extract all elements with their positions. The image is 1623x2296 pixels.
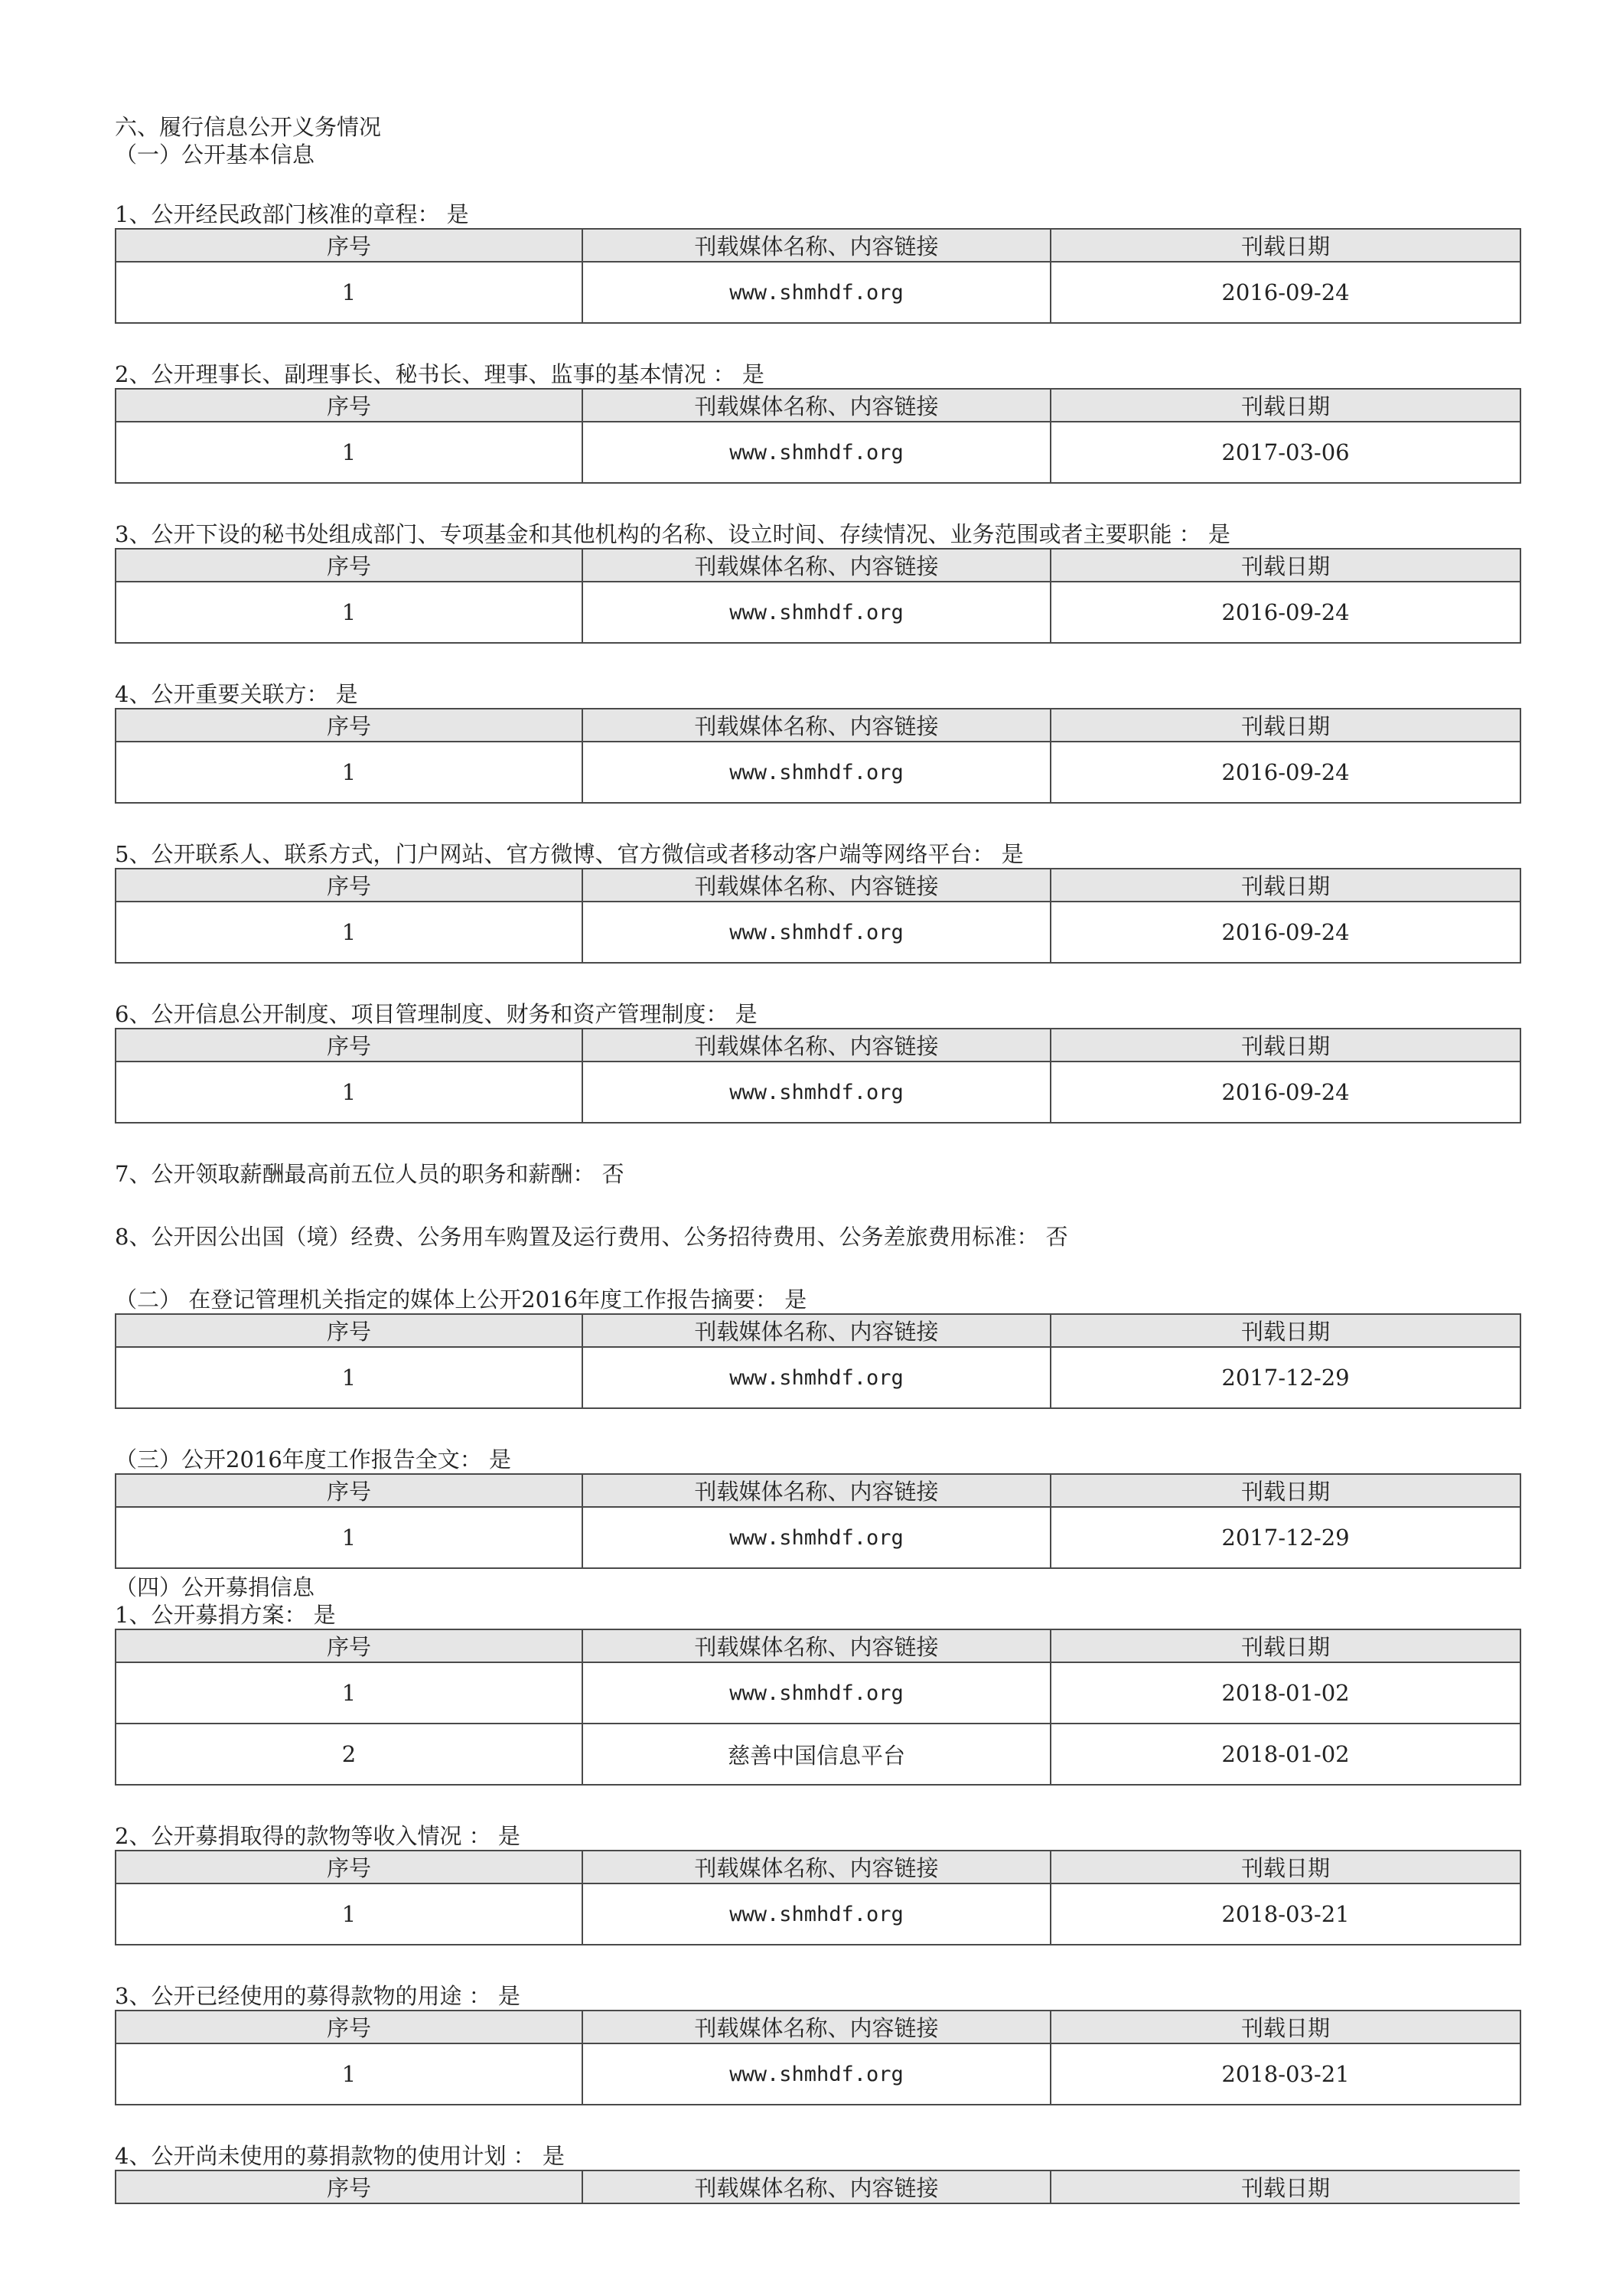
item-label: 4、公开重要关联方： 是 — [115, 681, 358, 707]
disclosure-table — [115, 388, 1521, 484]
table-row — [116, 1724, 1520, 1785]
header-index: 序号 — [116, 389, 582, 422]
table-header-row — [116, 2011, 1520, 2043]
cell-index: 1 — [116, 1883, 582, 1945]
header-index: 序号 — [116, 869, 582, 902]
cell-index: 1 — [116, 902, 582, 963]
cell-media: www.shmhdf.org — [582, 422, 1051, 483]
item-label: （三）公开2016年度工作报告全文： 是 — [115, 1446, 512, 1473]
table-wrap — [115, 548, 1520, 644]
header-index: 序号 — [116, 1029, 582, 1062]
cell-index: 1 — [116, 1062, 582, 1123]
table-header-row — [116, 1629, 1520, 1662]
header-date: 刊载日期 — [1051, 709, 1520, 742]
cell-date: 2017-12-29 — [1051, 1507, 1520, 1568]
header-index: 序号 — [116, 1851, 582, 1883]
table-wrap — [115, 388, 1520, 484]
table-wrap — [115, 1473, 1520, 1569]
header-index: 序号 — [116, 2011, 582, 2043]
table-wrap — [115, 2170, 1520, 2213]
cell-index: 1 — [116, 1507, 582, 1568]
cell-date: 2018-01-02 — [1051, 1724, 1520, 1785]
disclosure-table — [115, 868, 1521, 964]
table-row — [116, 2043, 1520, 2105]
item-label: 2、公开募捐取得的款物等收入情况 ： 是 — [115, 1823, 520, 1849]
table-wrap — [115, 228, 1520, 324]
item-label: 3、公开下设的秘书处组成部门、专项基金和其他机构的名称、设立时间、存续情况、业务范围或者主要职能 ： 是 — [115, 521, 1230, 547]
cell-date: 2016-09-24 — [1051, 902, 1520, 963]
header-date: 刊载日期 — [1051, 1314, 1520, 1347]
disclosure-table — [115, 1850, 1521, 1945]
header-media: 刊载媒体名称、内容链接 — [582, 1029, 1051, 1062]
cell-index: 1 — [116, 422, 582, 483]
item-7: 7、公开领取薪酬最高前五位人员的职务和薪酬： 否 — [115, 1161, 624, 1187]
cell-media: www.shmhdf.org — [582, 1347, 1051, 1408]
cell-media: www.shmhdf.org — [582, 2043, 1051, 2105]
cell-date: 2016-09-24 — [1051, 742, 1520, 803]
header-media: 刊载媒体名称、内容链接 — [582, 1851, 1051, 1883]
item-label: 2、公开理事长、副理事长、秘书长、理事、监事的基本情况 ： 是 — [115, 361, 764, 387]
cell-media: 慈善中国信息平台 — [582, 1724, 1051, 1785]
section-2 — [115, 1286, 1520, 1446]
table-row — [116, 582, 1520, 643]
header-media: 刊载媒体名称、内容链接 — [582, 389, 1051, 422]
header-date: 刊载日期 — [1051, 2170, 1520, 2203]
table-row — [116, 902, 1520, 963]
cell-date: 2018-01-02 — [1051, 1662, 1520, 1724]
disclosure-table — [115, 2170, 1520, 2204]
table-header-row — [116, 1029, 1520, 1062]
item-label: 4、公开尚未使用的募捐款物的使用计划 ： 是 — [115, 2143, 565, 2169]
header-date: 刊载日期 — [1051, 389, 1520, 422]
table-wrap — [115, 868, 1520, 964]
table-wrap — [115, 708, 1520, 804]
cell-media: www.shmhdf.org — [582, 582, 1051, 643]
header-date: 刊载日期 — [1051, 1851, 1520, 1883]
disclosure-table — [115, 228, 1521, 324]
disclosure-table — [115, 708, 1521, 804]
header-index: 序号 — [116, 1474, 582, 1507]
table-header-row — [116, 869, 1520, 902]
header-media: 刊载媒体名称、内容链接 — [582, 1474, 1051, 1507]
item-label: 3、公开已经使用的募得款物的用途 ： 是 — [115, 1983, 520, 2009]
table-wrap — [115, 1028, 1520, 1124]
table-header-row — [116, 389, 1520, 422]
cell-date: 2018-03-21 — [1051, 2043, 1520, 2105]
header-index: 序号 — [116, 229, 582, 262]
header-date: 刊载日期 — [1051, 1629, 1520, 1662]
header-index: 序号 — [116, 2170, 582, 2203]
disclosure-table — [115, 548, 1521, 644]
cell-date: 2017-03-06 — [1051, 422, 1520, 483]
item-8: 8、公开因公出国（境）经费、公务用车购置及运行费用、公务招待费用、公务差旅费用标准： 否 — [115, 1224, 1068, 1250]
table-wrap — [115, 1313, 1520, 1409]
cell-date: 2017-12-29 — [1051, 1347, 1520, 1408]
table-row — [116, 1883, 1520, 1945]
table-header-row — [116, 549, 1520, 582]
header-date: 刊载日期 — [1051, 2011, 1520, 2043]
cell-index: 1 — [116, 2043, 582, 2105]
table-header-row — [116, 229, 1520, 262]
header-index: 序号 — [116, 709, 582, 742]
item-label: 1、公开经民政部门核准的章程： 是 — [115, 201, 469, 227]
item-label: 6、公开信息公开制度、项目管理制度、财务和资产管理制度： 是 — [115, 1001, 758, 1027]
cell-index: 1 — [116, 262, 582, 323]
table-row — [116, 1062, 1520, 1123]
disclosure-table — [115, 2010, 1521, 2105]
disclosure-table — [115, 1473, 1521, 1569]
header-index: 序号 — [116, 1629, 582, 1662]
header-index: 序号 — [116, 1314, 582, 1347]
cell-index: 1 — [116, 742, 582, 803]
header-date: 刊载日期 — [1051, 1474, 1520, 1507]
cell-index: 1 — [116, 582, 582, 643]
section-3 — [115, 1446, 1520, 1574]
header-media: 刊载媒体名称、内容链接 — [582, 709, 1051, 742]
table-wrap — [115, 1850, 1520, 1945]
cell-date: 2016-09-24 — [1051, 1062, 1520, 1123]
header-media: 刊载媒体名称、内容链接 — [582, 2011, 1051, 2043]
subsection-basic-info: （一）公开基本信息 — [115, 142, 315, 168]
header-index: 序号 — [116, 549, 582, 582]
header-date: 刊载日期 — [1051, 1029, 1520, 1062]
table-header-row — [116, 1474, 1520, 1507]
cell-date: 2018-03-21 — [1051, 1883, 1520, 1945]
subsection-fundraising: （四）公开募捐信息 — [115, 1574, 315, 1600]
cell-index: 1 — [116, 1662, 582, 1724]
cell-index: 2 — [116, 1724, 582, 1785]
table-row — [116, 262, 1520, 323]
table-wrap — [115, 1629, 1520, 1786]
table-wrap — [115, 2010, 1520, 2105]
item-label: 5、公开联系人、联系方式，门户网站、官方微博、官方微信或者移动客户端等网络平台： 是 — [115, 841, 1024, 867]
cell-media: www.shmhdf.org — [582, 742, 1051, 803]
table-header-row — [116, 2170, 1520, 2203]
document-page — [115, 113, 1520, 2213]
header-media: 刊载媒体名称、内容链接 — [582, 869, 1051, 902]
header-date: 刊载日期 — [1051, 549, 1520, 582]
basic-info-list — [115, 201, 1520, 1160]
table-row — [116, 742, 1520, 803]
cell-media: www.shmhdf.org — [582, 1662, 1051, 1724]
cell-date: 2016-09-24 — [1051, 582, 1520, 643]
disclosure-table — [115, 1629, 1521, 1786]
header-date: 刊载日期 — [1051, 869, 1520, 902]
cell-media: www.shmhdf.org — [582, 262, 1051, 323]
header-media: 刊载媒体名称、内容链接 — [582, 1629, 1051, 1662]
table-header-row — [116, 1314, 1520, 1347]
cell-date: 2016-09-24 — [1051, 262, 1520, 323]
item-label: （二） 在登记管理机关指定的媒体上公开2016年度工作报告摘要： 是 — [115, 1287, 807, 1313]
cell-media: www.shmhdf.org — [582, 1062, 1051, 1123]
table-row — [116, 422, 1520, 483]
cell-media: www.shmhdf.org — [582, 1883, 1051, 1945]
disclosure-table — [115, 1313, 1521, 1409]
cell-media: www.shmhdf.org — [582, 1507, 1051, 1568]
cell-media: www.shmhdf.org — [582, 902, 1051, 963]
table-header-row — [116, 709, 1520, 742]
header-media: 刊载媒体名称、内容链接 — [582, 2170, 1051, 2203]
table-row — [116, 1347, 1520, 1408]
fundraising-list — [115, 1601, 1520, 2213]
header-media: 刊载媒体名称、内容链接 — [582, 229, 1051, 262]
table-row — [116, 1662, 1520, 1724]
section-title: 六、履行信息公开义务情况 — [115, 114, 382, 140]
header-media: 刊载媒体名称、内容链接 — [582, 549, 1051, 582]
disclosure-table — [115, 1028, 1521, 1124]
item-label: 1、公开募捐方案： 是 — [115, 1602, 336, 1628]
cell-index: 1 — [116, 1347, 582, 1408]
header-date: 刊载日期 — [1051, 229, 1520, 262]
table-header-row — [116, 1851, 1520, 1883]
header-media: 刊载媒体名称、内容链接 — [582, 1314, 1051, 1347]
table-row — [116, 1507, 1520, 1568]
